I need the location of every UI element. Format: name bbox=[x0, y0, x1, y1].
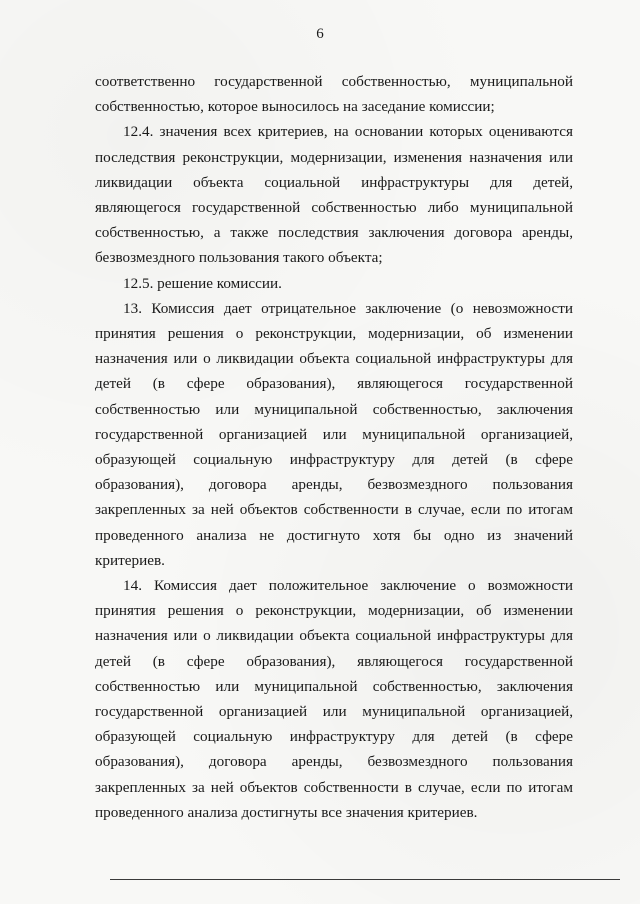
paragraph-12-5: 12.5. решение комиссии. bbox=[123, 274, 282, 292]
paragraph-13: 13. Комиссия дает отрицательное заключение (о невозможности принятия решения о реконструкции, модернизации, об изменении назначения или о ликвидации объекта социальной инфраструктуры для детей (в сфере образования), являющегося государственной собственностью или муниципальной собственностью, заключения государственной организацией или муниципальной организацией, образующей социальную инфраструктуру для детей (в сфере образования), договора аренды, безвозмездного пользования закрепленных за ней объектов собственности в случае, если по итогам проведенного анализа не достигнуто хотя бы одно из значений критериев. bbox=[95, 299, 573, 569]
page-number: 6 bbox=[316, 26, 324, 42]
body-text bbox=[95, 69, 573, 825]
paragraph-14: 14. Комиссия дает положительное заключение о возможности принятия решения о реконструкции, модернизации, об изменении назначения или о ликвидации объекта социальной инфраструктуры для детей (в сфере образования), являющегося государственной собственностью или муниципальной собственностью, заключения государственной организацией или муниципальной организацией, образующей социальную инфраструктуру для детей (в сфере образования), договора аренды, безвозмездного пользования закрепленных за ней объектов собственности в случае, если по итогам проведенного анализа достигнуты все значения критериев. bbox=[95, 577, 573, 821]
bottom-rule bbox=[110, 879, 620, 880]
paragraph-continuation: соответственно государственной собственностью, муниципальной собственностью, которое выносилось на заседание комиссии; bbox=[95, 73, 573, 116]
paragraph-12-4: 12.4. значения всех критериев, на основании которых оцениваются последствия реконструкции, модернизации, изменения назначения или ликвидации объекта социальной инфраструктуры для детей, являющегося государственной собственностью либо муниципальной собственностью, а также последствия заключения договора аренды, безвозмездного пользования такого объекта; bbox=[95, 123, 573, 267]
